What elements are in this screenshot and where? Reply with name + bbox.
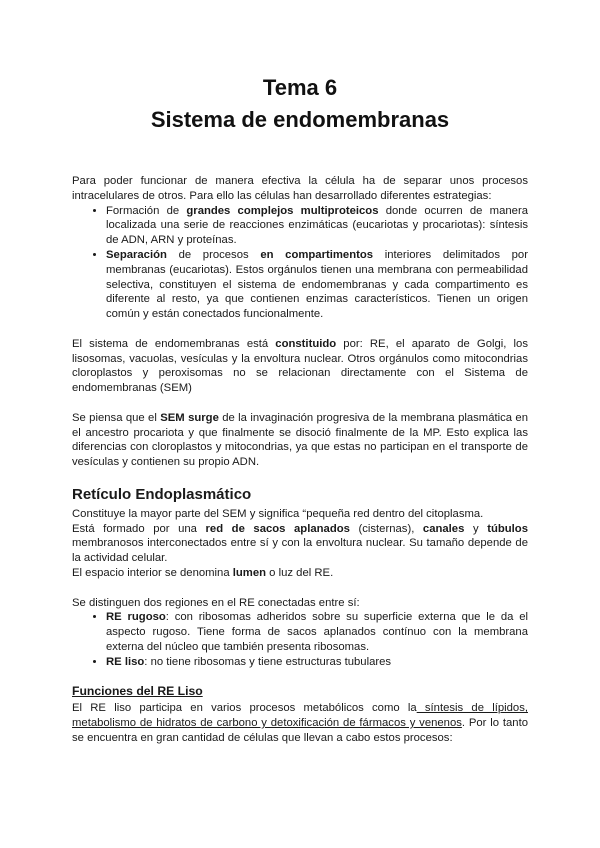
re-regions-list	[72, 610, 528, 669]
sem-composition-paragraph: El sistema de endomembranas está constituido por: RE, el aparato de Golgi, los lisosomas, vacuolas, vesículas y la envoltura nuclear. Otros orgánulos como mitocondrias cloroplastos y peroxisomas no se relacionan directamente con el Sistema de endomembranas (SEM)	[72, 337, 528, 395]
intro-paragraph: Para poder funcionar de manera efectiva la célula ha de separar unos procesos intracelulares de otros. Para ello las células han desarrollado diferentes estrategias:	[72, 175, 528, 202]
sem-origin-paragraph: Se piensa que el SEM surge de la invaginación progresiva de la membrana plasmática en el ancestro procariota y que finalmente se disoció finalmente de la MP. Esto explica las diferencias con cloroplastos y mitocondrias, ya que estas no participan en el transporte de vesículas y contienen su propio ADN.	[72, 411, 529, 469]
list-item: • Separación de procesos en compartimentos interiores delimitados por membranas (eucariotas). Estos orgánulos tienen una membrana con permeabilidad selectiva, constituyen el sistema de endomembranas y cada compartimento es diferente al resto, ya que contienen enzimas característicos. Tienen un origen común y están conectados funcionalmente.	[106, 248, 528, 322]
re-definition-line: Constituye la mayor parte del SEM y significa “pequeña red dentro del citoplasma.	[72, 507, 484, 520]
section-heading-re: Retículo Endoplasmático	[72, 485, 252, 503]
funciones-paragraph: El RE liso participa en varios procesos metabólicos como la síntesis de lípidos, metabolismo de hidratos de carbono y detoxificación de fármacos y venenos. Por lo tanto se encuentra en gran cantidad de células que llevan a cabo estos procesos:	[72, 702, 528, 744]
page-title	[72, 72, 528, 136]
re-lumen-line: El espacio interior se denomina lumen o luz del RE.	[72, 566, 334, 579]
re-structure-paragraph: Está formado por una red de sacos aplanados (cisternas), canales y túbulos membranosos interconectados entre sí y con la envoltura nuclear. Su tamaño depende de la actividad celular.	[72, 522, 528, 565]
title-line-1: Tema 6	[262, 75, 338, 100]
section-heading-funciones: Funciones del RE Liso	[72, 684, 203, 699]
strategies-list	[72, 204, 528, 322]
list-item: • Formación de grandes complejos multiproteicos donde ocurren de manera localizada una serie de reacciones enzimáticas (eucariotas y procariotas): síntesis de ADN, ARN y proteínas.	[106, 204, 528, 248]
list-item: • RE liso: no tiene ribosomas y tiene estructuras tubulares	[106, 655, 528, 670]
title-line-2: Sistema de endomembranas	[150, 107, 450, 132]
re-regions-intro: Se distinguen dos regiones en el RE conectadas entre sí:	[72, 596, 360, 609]
list-item: • RE rugoso: con ribosomas adheridos sobre su superficie externa que le da el aspecto rugoso. Tiene forma de sacos aplanados contínuo con la membrana externa del núcleo que también presenta ribosomas.	[106, 610, 528, 654]
document-page	[72, 72, 528, 746]
